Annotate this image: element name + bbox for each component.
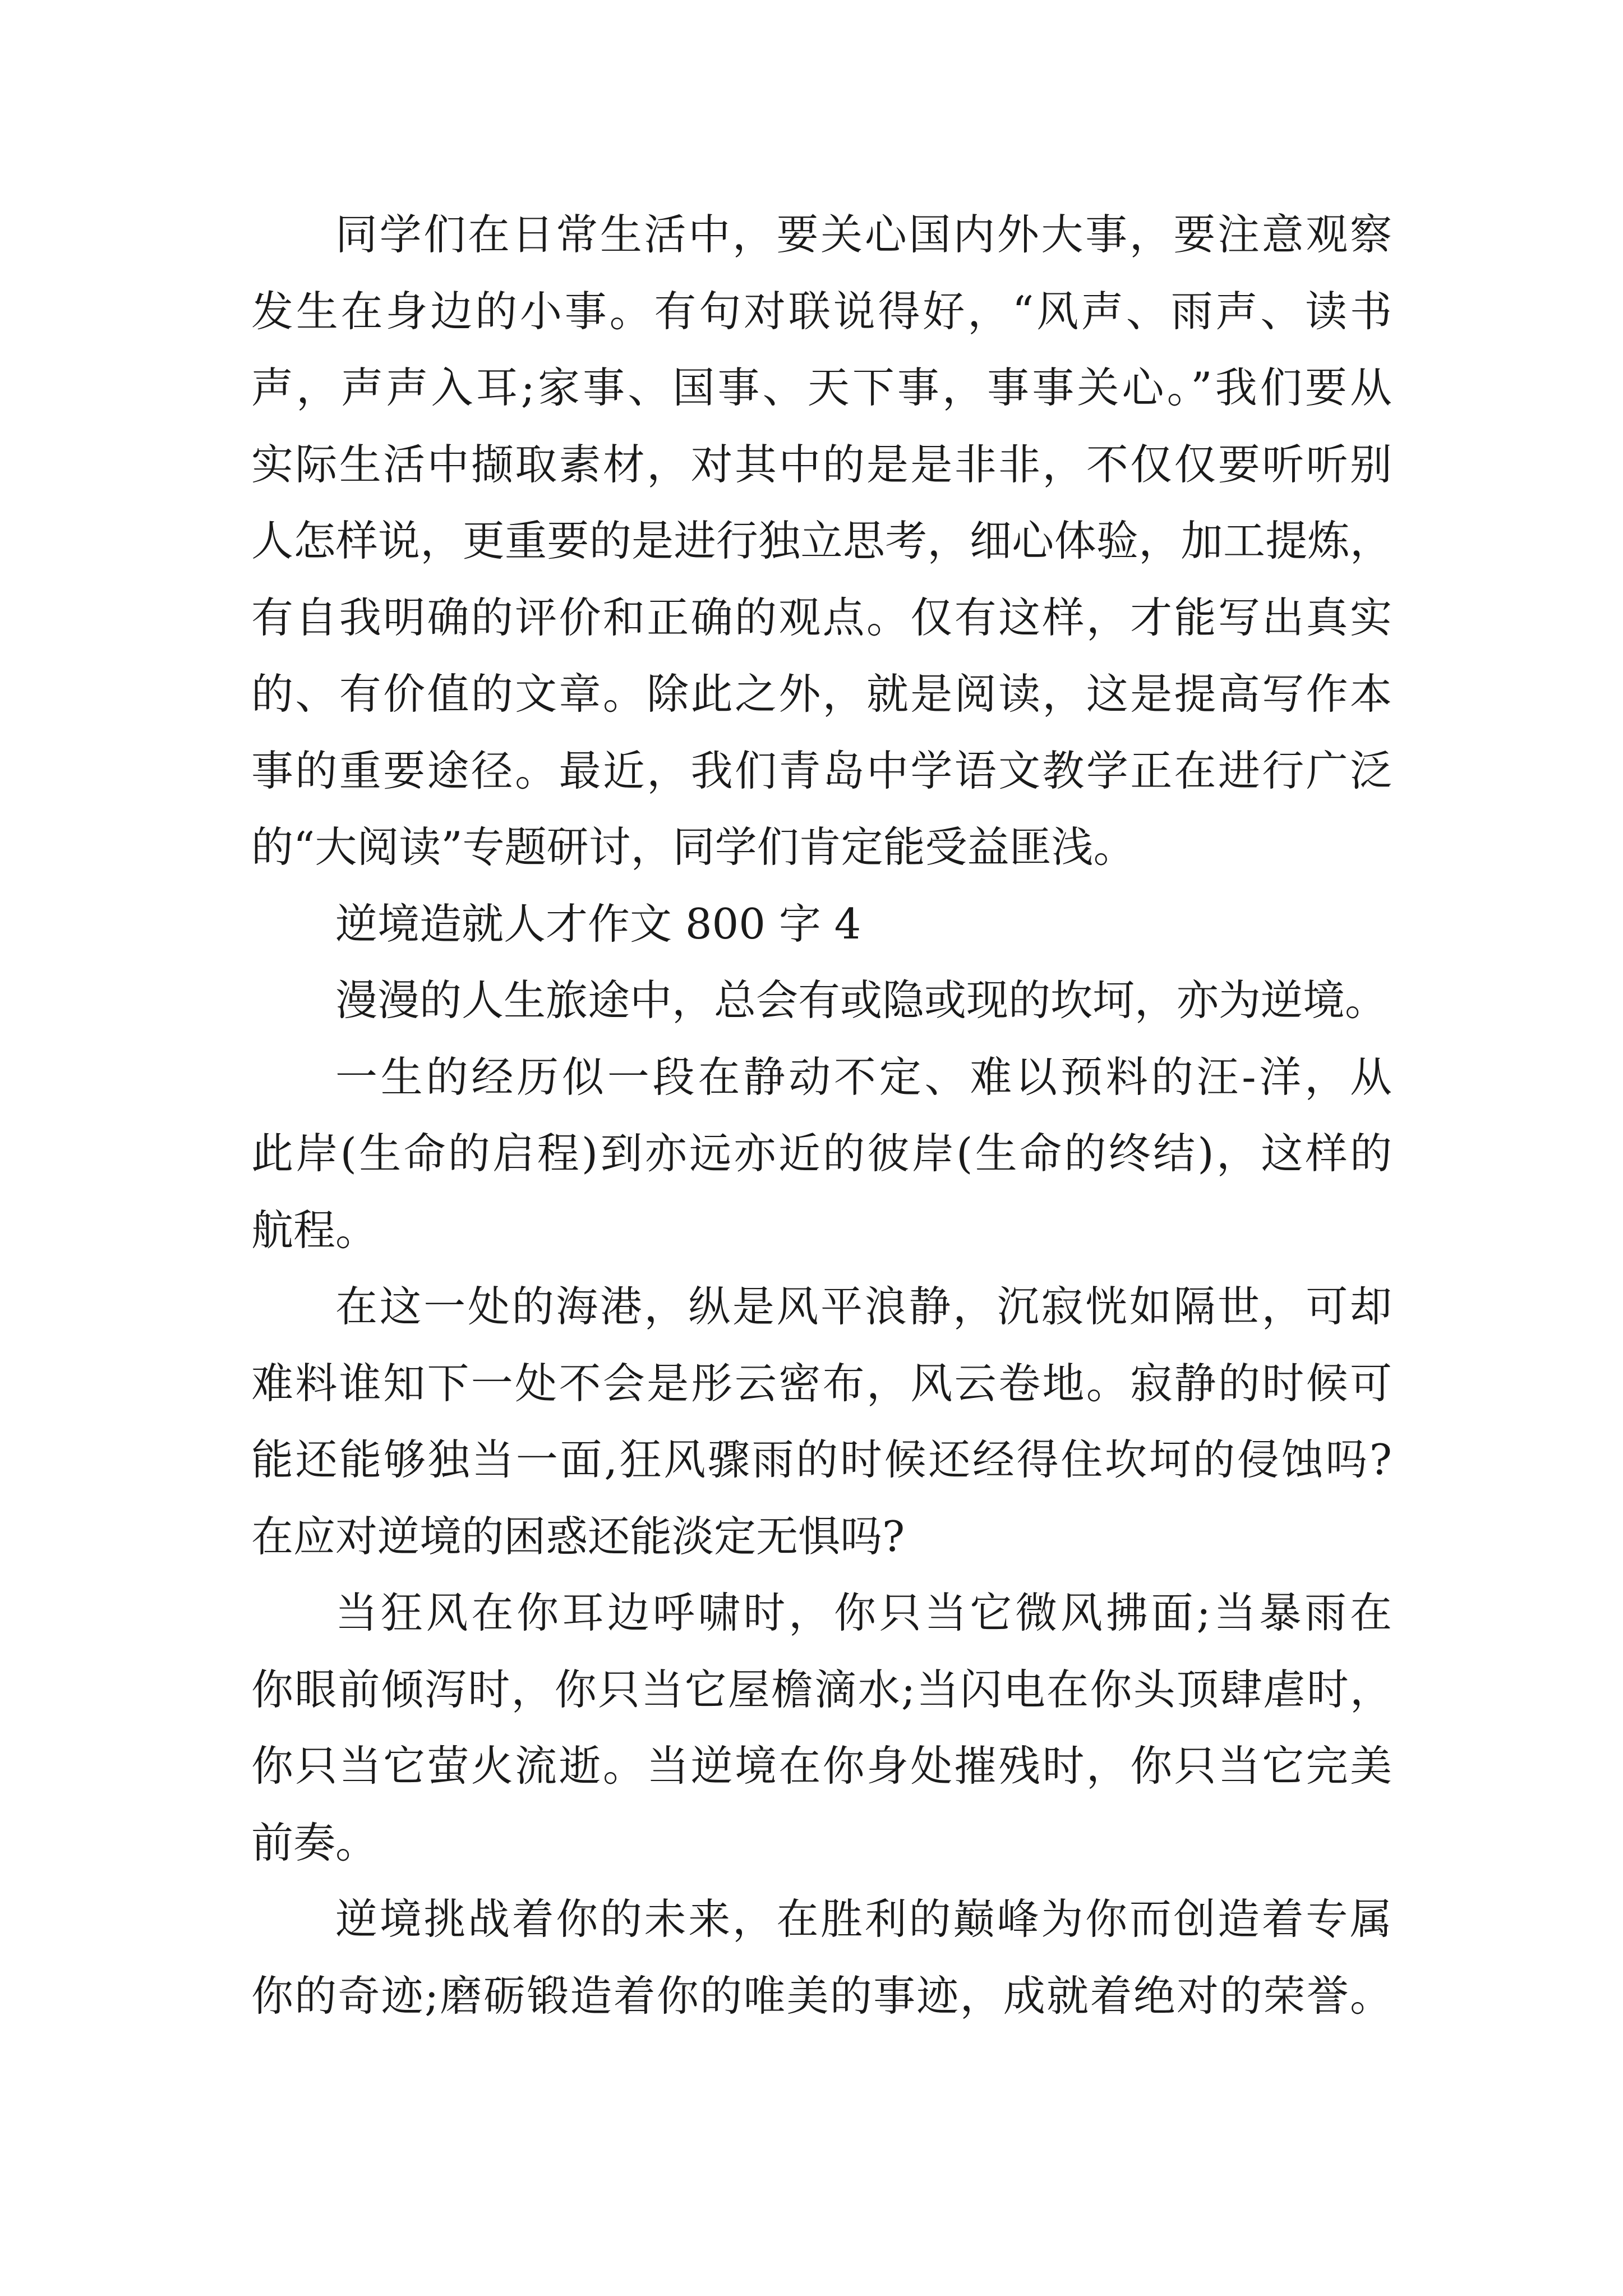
paragraph [251, 1575, 1392, 1881]
text-line: 能还能够独当一面,狂风骤雨的时候还经得住坎坷的侵蚀吗? [251, 1435, 1392, 1484]
text-line: 在应对逆境的困惑还能淡定无惧吗? [251, 1511, 905, 1561]
text-line: 你的奇迹;磨砺锻造着你的唯美的事迹，成就着绝对的荣誉。 [251, 1971, 1392, 2021]
text-line: 实际生活中撷取素材，对其中的是是非非，不仅仅要听听别 [251, 439, 1392, 489]
text-line: 发生在身边的小事。有句对联说得好，“风声、雨声、读书 [251, 286, 1392, 336]
section-heading [251, 886, 1392, 963]
text-line: 人怎样说，更重要的是进行独立思考，细心体验，加工提炼， [251, 516, 1392, 565]
text-line: 此岸(生命的启程)到亦远亦近的彼岸(生命的终结)，这样的 [251, 1129, 1392, 1178]
text-line: 的、有价值的文章。除此之外，就是阅读，这是提高写作本 [251, 669, 1392, 719]
paragraph [251, 1039, 1392, 1269]
text-line: 逆境挑战着你的未来，在胜利的巅峰为你而创造着专属 [335, 1894, 1392, 1944]
text-line: 你眼前倾泻时，你只当它屋檐滴水;当闪电在你头顶肆虐时， [251, 1664, 1392, 1714]
text-line: 同学们在日常生活中，要关心国内外大事，要注意观察 [335, 210, 1392, 259]
text-line: 你只当它萤火流逝。当逆境在你身处摧残时，你只当它完美 [251, 1741, 1392, 1791]
text-line: 事的重要途径。最近，我们青岛中学语文教学正在进行广泛 [251, 746, 1392, 795]
text-line: 当狂风在你耳边呼啸时，你只当它微风拂面;当暴雨在 [335, 1588, 1392, 1637]
paragraph [251, 1881, 1392, 2034]
text-line: 在这一处的海港，纵是风平浪静，沉寂恍如隔世，可却 [335, 1282, 1392, 1331]
text-line: 航程。 [251, 1205, 378, 1255]
paragraph [251, 1268, 1392, 1575]
paragraph [251, 196, 1392, 886]
text-line: 一生的经历似一段在静动不定、难以预料的汪-洋，从 [335, 1052, 1392, 1102]
text-line: 漫漫的人生旅途中，总会有或隐或现的坎坷，亦为逆境。 [335, 976, 1387, 1025]
heading-text: 逆境造就人才作文 800 字 4 [335, 899, 861, 949]
text-line: 有自我明确的评价和正确的观点。仅有这样，才能写出真实 [251, 592, 1392, 642]
paragraph [251, 962, 1392, 1039]
text-line: 的“大阅读”专题研讨，同学们肯定能受益匪浅。 [251, 822, 1136, 872]
text-line: 声，声声入耳;家事、国事、天下事，事事关心。”我们要从 [251, 363, 1392, 412]
text-line: 前奏。 [251, 1818, 378, 1867]
text-line: 难料谁知下一处不会是彤云密布，风云卷地。寂静的时候可 [251, 1358, 1392, 1408]
document-page [251, 196, 1392, 2034]
